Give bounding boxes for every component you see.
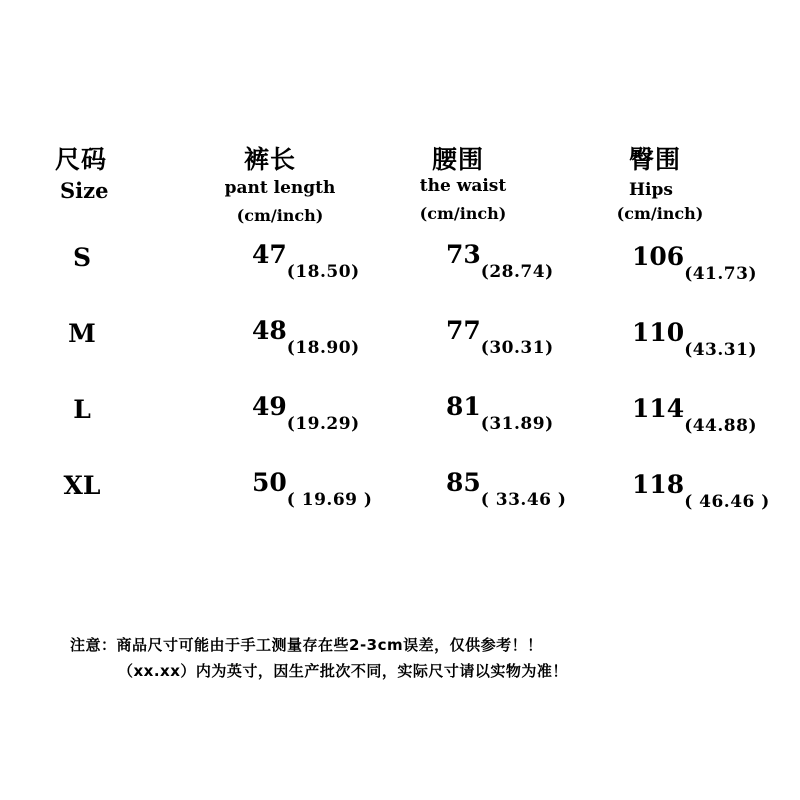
header-size — [55, 140, 108, 203]
hips-inch: (41.73) — [684, 264, 758, 284]
pant-length-cm: 49 — [252, 392, 287, 421]
size-label-xl: XL — [63, 471, 101, 500]
waist-l — [446, 392, 554, 434]
header-hips-cn: 臀围 — [628, 145, 681, 174]
size-label-l: L — [73, 395, 91, 424]
waist-inch: (31.89) — [480, 414, 554, 434]
header-hips — [605, 140, 715, 223]
hips-cm: 114 — [632, 394, 685, 423]
pant-length-cm: 47 — [252, 240, 287, 269]
header-size-cn: 尺码 — [55, 145, 108, 174]
waist-inch: (30.31) — [480, 338, 554, 358]
waist-inch: ( 33.46 ) — [480, 490, 567, 510]
hips-cm: 110 — [632, 318, 685, 347]
waist-inch: (28.74) — [480, 262, 554, 282]
pant-length-m — [252, 316, 360, 358]
header-waist-cn: 腰围 — [431, 145, 484, 174]
pant-length-s — [252, 240, 360, 282]
hips-l — [632, 394, 758, 436]
pant-length-cm: 50 — [252, 468, 287, 497]
hips-s — [632, 242, 758, 284]
pant-length-cm: 48 — [252, 316, 287, 345]
waist-cm: 85 — [446, 468, 481, 497]
note-line-2: （xx.xx）内为英寸，因生产批次不同，实际尺寸请以实物为准！ — [118, 662, 568, 680]
hips-inch: (43.31) — [684, 340, 758, 360]
pant-length-inch: (18.90) — [286, 338, 360, 358]
hips-m — [632, 318, 758, 360]
waist-cm: 81 — [446, 392, 481, 421]
pant-length-xl — [252, 468, 373, 510]
waist-cm: 77 — [446, 316, 481, 345]
size-label-s: S — [72, 243, 92, 272]
hips-inch: (44.88) — [684, 416, 758, 436]
pant-length-inch: (19.29) — [286, 414, 360, 434]
waist-s — [446, 240, 554, 282]
waist-cm: 73 — [446, 240, 481, 269]
header-pant-length-cn: 裤长 — [243, 145, 296, 174]
waist-m — [446, 316, 554, 358]
header-pant-length — [210, 140, 350, 225]
header-hips-en: Hips — [629, 180, 673, 200]
pant-length-l — [252, 392, 360, 434]
hips-inch: ( 46.46 ) — [684, 492, 770, 512]
size-label-m: M — [68, 319, 96, 348]
header-pant-length-en: pant length — [224, 178, 336, 198]
header-hips-unit: (cm/inch) — [616, 204, 704, 223]
header-waist-unit: (cm/inch) — [419, 204, 507, 223]
pant-length-inch: (18.50) — [286, 262, 360, 282]
hips-cm: 106 — [632, 242, 685, 271]
header-size-en: Size — [60, 178, 109, 203]
waist-xl — [446, 468, 567, 510]
header-waist-en: the waist — [419, 176, 507, 196]
note-line-1: 注意：商品尺寸可能由于手工测量存在些2-3cm误差，仅供参考！！ — [70, 636, 543, 654]
header-waist — [408, 140, 518, 223]
pant-length-inch: ( 19.69 ) — [286, 490, 373, 510]
header-pant-length-unit: (cm/inch) — [236, 206, 324, 225]
hips-cm: 118 — [632, 470, 685, 499]
hips-xl — [632, 470, 770, 512]
